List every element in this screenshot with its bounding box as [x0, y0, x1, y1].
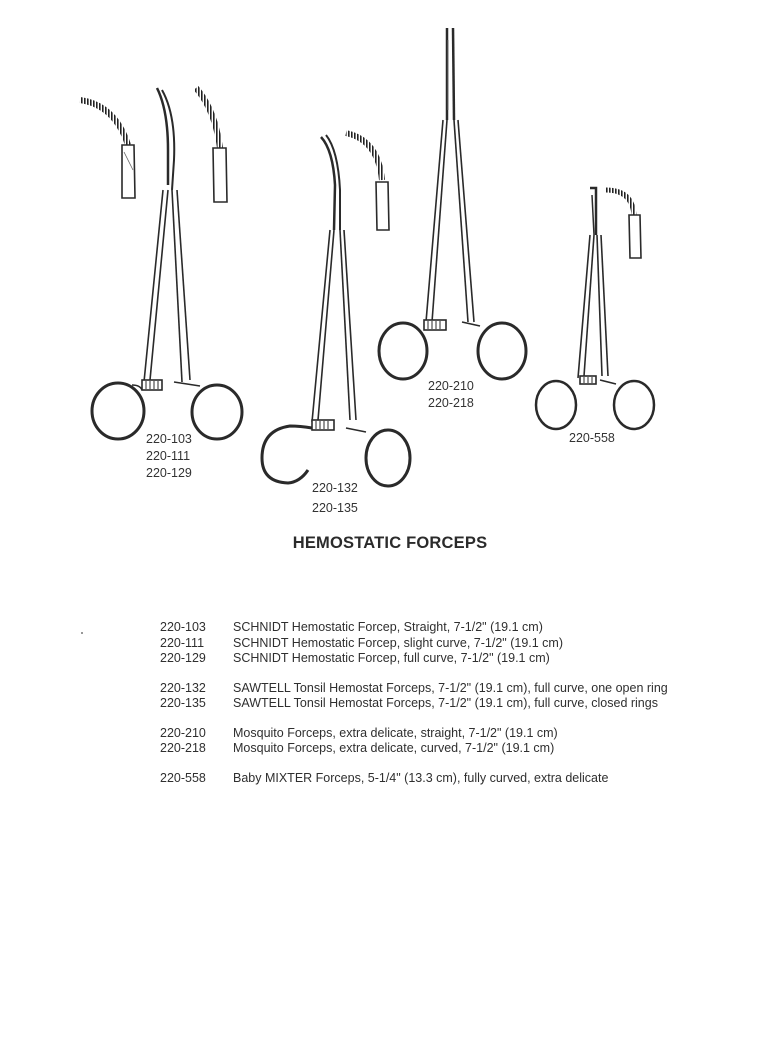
figure-label-mixter — [569, 430, 615, 447]
list-item — [160, 771, 668, 787]
mosquito-forceps-illustration — [379, 28, 526, 379]
item-description: Mosquito Forceps, extra delicate, straight, 7-1/2" (19.1 cm) — [233, 725, 558, 740]
figure-code: 220-111 — [146, 449, 191, 463]
catalog-group-mosquito — [160, 726, 668, 757]
schnidt-forceps-illustration — [80, 88, 242, 439]
figure-code: 220-218 — [428, 396, 474, 410]
catalog-group-schnidt — [160, 620, 668, 667]
catalog-group-mixter — [160, 771, 668, 787]
list-item — [160, 620, 668, 636]
item-code: 220-129 — [160, 651, 206, 665]
item-description: SAWTELL Tonsil Hemostat Forceps, 7-1/2" (19.1 cm), full curve, closed rings — [233, 696, 658, 710]
item-description: Mosquito Forceps, extra delicate, curved, 7-1/2" (19.1 cm) — [233, 741, 555, 755]
curved-tip-detail — [346, 133, 382, 180]
item-code: 220-558 — [160, 770, 206, 785]
figure-label-sawtell — [312, 480, 358, 517]
list-item — [160, 651, 668, 667]
figure-code: 220-129 — [146, 466, 192, 480]
item-code: 220-132 — [160, 680, 206, 695]
baby-mixter-forceps-illustration — [536, 188, 654, 429]
item-description: SCHNIDT Hemostatic Forcep, full curve, 7-1/2" (19.1 cm) — [233, 651, 550, 665]
figure-label-mosquito — [428, 378, 474, 412]
list-item — [160, 696, 668, 712]
list-item — [160, 681, 668, 697]
list-item — [160, 741, 668, 757]
item-description: SCHNIDT Hemostatic Forcep, slight curve, 7-1/2" (19.1 cm) — [233, 635, 563, 650]
curved-tip-detail-right — [196, 88, 220, 148]
item-code: 220-218 — [160, 741, 206, 755]
page-title: HEMOSTATIC FORCEPS — [292, 534, 488, 552]
item-code: 220-210 — [160, 725, 206, 740]
figure-code: 220-135 — [312, 501, 358, 515]
figure-code: 220-558 — [569, 431, 615, 445]
item-code: 220-103 — [160, 620, 206, 634]
figure-code: 220-210 — [428, 379, 474, 393]
scan-speck — [81, 632, 83, 634]
figure-code: 220-132 — [312, 481, 358, 495]
curved-tip-detail — [606, 190, 634, 215]
curved-tip-detail-left — [80, 100, 128, 145]
figure-code: 220-103 — [146, 432, 192, 446]
item-description: Baby MIXTER Forceps, 5-1/4" (13.3 cm), fully curved, extra delicate — [233, 770, 609, 785]
sawtell-forceps-illustration — [262, 133, 410, 486]
list-item — [160, 726, 668, 742]
list-item — [160, 636, 668, 652]
catalog-list — [160, 620, 668, 800]
item-description: SAWTELL Tonsil Hemostat Forceps, 7-1/2" (19.1 cm), full curve, one open ring — [233, 680, 668, 695]
figure-label-schnidt — [146, 431, 192, 482]
item-code: 220-135 — [160, 696, 206, 710]
item-code: 220-111 — [160, 635, 205, 650]
item-description: SCHNIDT Hemostatic Forcep, Straight, 7-1/2" (19.1 cm) — [233, 620, 543, 634]
catalog-group-sawtell — [160, 681, 668, 712]
